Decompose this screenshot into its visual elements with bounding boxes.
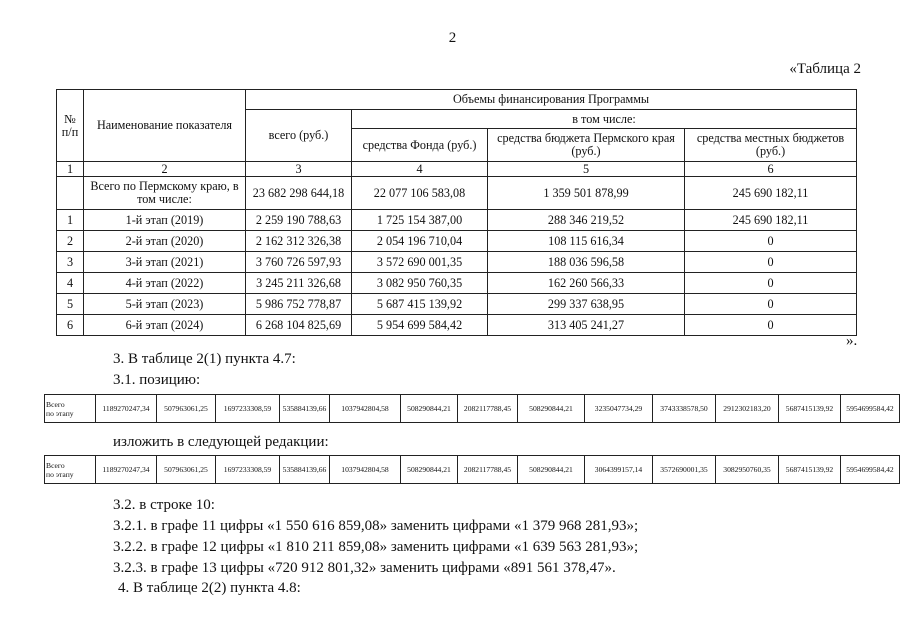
cell: 508290844,21 [518,456,585,484]
cell: 3235047734,29 [585,395,653,423]
cell: 1037942804,58 [330,395,401,423]
cell: 2082117788,45 [458,456,518,484]
cell: 535884139,66 [280,395,330,423]
table-row [45,456,900,484]
row-no: 3 [57,252,84,273]
row-name: 1-й этап (2019) [84,210,246,231]
row-total: 23 682 298 644,18 [246,177,352,210]
table-row [57,231,857,252]
row-perm: 1 359 501 878,99 [488,177,685,210]
row-label: Всего по этапу [45,456,96,484]
header-name: Наименование показателя [84,90,246,162]
col-number: 3 [246,162,352,177]
row-name: 4-й этап (2022) [84,273,246,294]
cell: 3082950760,35 [716,456,779,484]
paragraph-3-2: 3.2. в строке 10: [113,497,215,513]
col-number: 1 [57,162,84,177]
cell: 508290844,21 [401,395,458,423]
table-row [45,395,900,423]
header-including: в том числе: [352,110,857,129]
cell: 5954699584,42 [841,395,900,423]
cell: 2082117788,45 [458,395,518,423]
paragraph-3-2-1: 3.2.1. в графе 11 цифры «1 550 616 859,08» заменить цифрами «1 379 968 281,93»; [113,518,639,534]
header-no: № п/п [57,90,84,162]
cell: 3064399157,14 [585,456,653,484]
row-perm: 162 260 566,33 [488,273,685,294]
row-perm: 313 405 241,27 [488,315,685,336]
row-local: 0 [685,273,857,294]
header-fund: средства Фонда (руб.) [352,129,488,162]
cell: 1697233308,59 [216,456,280,484]
cell: 5687415139,92 [779,456,841,484]
row-no: 1 [57,210,84,231]
row-name: 5-й этап (2023) [84,294,246,315]
cell: 3572690001,35 [653,456,716,484]
row-fund: 5 954 699 584,42 [352,315,488,336]
row-perm: 299 337 638,95 [488,294,685,315]
table-row [57,210,857,231]
table-row [57,252,857,273]
page-number: 2 [448,30,457,46]
table-row [57,273,857,294]
row-no: 2 [57,231,84,252]
row-local: 0 [685,294,857,315]
row-total: 3 245 211 326,68 [246,273,352,294]
row-local: 0 [685,231,857,252]
row-local: 245 690 182,11 [685,210,857,231]
paragraph-3-2-3: 3.2.3. в графе 13 цифры «720 912 801,32» заменить цифрами «891 561 378,47». [113,560,616,576]
col-number: 5 [488,162,685,177]
paragraph-3-1: 3.1. позицию: [113,372,201,388]
closing-quote: ». [846,333,858,349]
row-name: 2-й этап (2020) [84,231,246,252]
cell: 5954699584,42 [841,456,900,484]
row-total: 2 259 190 788,63 [246,210,352,231]
row-name: 3-й этап (2021) [84,252,246,273]
row-name: 6-й этап (2024) [84,315,246,336]
row-no: 4 [57,273,84,294]
cell: 508290844,21 [401,456,458,484]
row-fund: 3 572 690 001,35 [352,252,488,273]
cell: 1189270247,34 [96,456,157,484]
row-total: 5 986 752 778,87 [246,294,352,315]
row-total: 3 760 726 597,93 [246,252,352,273]
header-volumes: Объемы финансирования Программы [246,90,857,110]
cell: 507963061,25 [157,456,216,484]
cell: 508290844,21 [518,395,585,423]
row-total: 2 162 312 326,38 [246,231,352,252]
paragraph-3: 3. В таблице 2(1) пункта 4.7: [113,351,296,367]
row-perm: 288 346 219,52 [488,210,685,231]
row-no: 5 [57,294,84,315]
row-fund: 2 054 196 710,04 [352,231,488,252]
paragraph-4: 4. В таблице 2(2) пункта 4.8: [118,580,301,596]
col-number: 2 [84,162,246,177]
table-row [57,177,857,210]
row-fund: 3 082 950 760,35 [352,273,488,294]
row-local: 0 [685,315,857,336]
row-local: 245 690 182,11 [685,177,857,210]
row-perm: 188 036 596,58 [488,252,685,273]
row-fund: 1 725 154 387,00 [352,210,488,231]
cell: 3743338578,50 [653,395,716,423]
row-no: 6 [57,315,84,336]
table-row [57,315,857,336]
cell: 5687415139,92 [779,395,841,423]
header-total: всего (руб.) [246,110,352,162]
row-total: 6 268 104 825,69 [246,315,352,336]
col-number: 4 [352,162,488,177]
old-position-table [44,394,900,423]
row-fund: 5 687 415 139,92 [352,294,488,315]
new-position-table [44,455,900,484]
table-label: «Таблица 2 [789,61,861,77]
row-perm: 108 115 616,34 [488,231,685,252]
row-name: Всего по Пермскому краю, в том числе: [84,177,246,210]
cell: 1189270247,34 [96,395,157,423]
row-no [57,177,84,210]
header-local: средства местных бюджетов (руб.) [685,129,857,162]
cell: 1697233308,59 [216,395,280,423]
col-number: 6 [685,162,857,177]
header-perm: средства бюджета Пермского края (руб.) [488,129,685,162]
cell: 1037942804,58 [330,456,401,484]
paragraph-3-2-2: 3.2.2. в графе 12 цифры «1 810 211 859,08» заменить цифрами «1 639 563 281,93»; [113,539,639,555]
cell: 507963061,25 [157,395,216,423]
table-row [57,294,857,315]
cell: 2912302183,20 [716,395,779,423]
row-fund: 22 077 106 583,08 [352,177,488,210]
row-label: Всего по этапу [45,395,96,423]
financing-table [56,89,857,336]
cell: 535884139,66 [280,456,330,484]
row-local: 0 [685,252,857,273]
paragraph-new-edition: изложить в следующей редакции: [113,434,329,450]
